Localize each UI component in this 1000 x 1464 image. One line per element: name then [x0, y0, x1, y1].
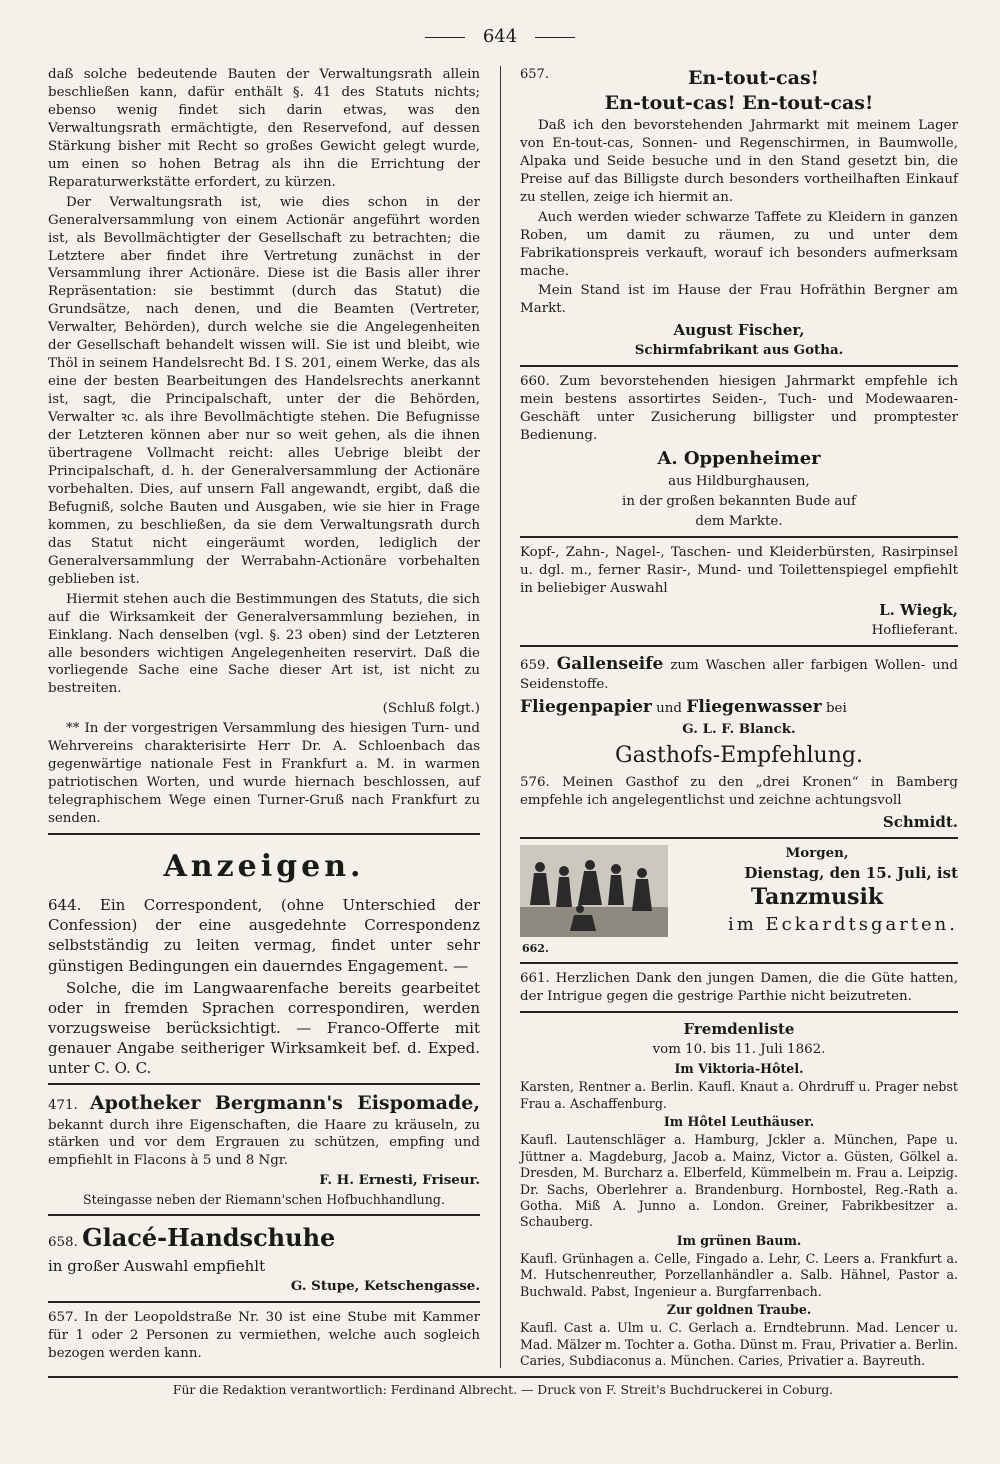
dancers-illustration [520, 845, 668, 937]
ad-471-address: Steingasse neben der Riemann'schen Hofbuchhandlung. [83, 1192, 445, 1208]
ad-rule [520, 1011, 958, 1013]
fremdenliste-title: Fremdenliste [683, 1019, 795, 1038]
header-rule-left [425, 37, 465, 38]
ad-659-signature: G. L. F. Blanck. [682, 720, 796, 737]
ad-576-signature: Schmidt. [882, 812, 958, 831]
ad-rule [48, 1214, 480, 1216]
left-column [48, 66, 480, 1365]
ad-660-text: 660. Zum bevorstehenden hiesigen Jahrmarkt empfehle ich mein bestens assortirtes Seiden-, Tuch- und Modewaaren-Geschäft unter Zusicherung billigster und promptester Bedienung. [520, 374, 958, 444]
ad-471 [48, 1091, 480, 1209]
hotel-heading: Im Hôtel Leuthäuser. [663, 1114, 815, 1130]
ad-659-title-2: Fliegenpapier [520, 696, 652, 717]
hotel-heading: Zur goldnen Traube. [666, 1302, 812, 1318]
ad-buersten-title: Hoflieferant. [871, 623, 958, 639]
ad-662-number: 662. [522, 942, 549, 956]
ad-658 [48, 1222, 480, 1296]
ad-rule [520, 536, 958, 538]
ad-662-tanzmusik [520, 845, 958, 957]
ad-rule [520, 837, 958, 839]
column-divider [500, 66, 501, 1368]
ad-657-paragraph: Mein Stand ist im Hause der Frau Hofräthin Bergner am Markt. [520, 283, 958, 317]
ad-657-signature: August Fischer, [673, 321, 805, 340]
article-paragraph: Der Verwaltungsrath ist, wie dies schon in der Generalversammlung von einem Actionär angeführt worden ist, als Bevollmächtigter der Gesellschaft zu betrachten; die Letztere aber findet ihre Vertretung zunächst in der Versammlung ihrer Actionäre. Diese ist die Basis aller ihrer Repräsentation: sie bestimmt (durch das Statut) die Grundsätze, nach denen, und die Beamten (Vertreter, Verwalter, Behörden), durch welche sie die Angelegenheiten der Gesellschaft behandelt wissen will. Sie ist und bleibt, wie Thöl in seinem Handelsrecht Bd. I S. 201, einem Werke, das als eine der besten Bearbeitungen des Handelsrechts anerkannt ist, sagt, die Principalschaft, unter der die Behörden, Verwalter ꝛc. als ihre Bevollmächtigte stehen. Die Befugnisse der Letzteren können aber nur so weit gehen, als die ihnen übertragene Vollmacht reicht: alles Uebrige bleibt der Principalschaft, d. h. der Generalversammlung der Actionäre vorbehalten. Dies, auf unsern Fall angewandt, ergibt, daß die Befugniß, solche Bauten und Ausgaben, wie sie hier in Frage kommen, zu beschließen, da sie dem Verwaltungsrath durch das Statut nicht eingeräumt worden, lediglich der Generalversammlung der Werrabahn-Actionäre vorbehalten geblieben ist. [48, 194, 480, 587]
ad-661-text: 661. Herzlichen Dank den jungen Damen, die die Güte hatten, der Intrigue gegen die gestrige Parthie nicht beizutreten. [520, 971, 958, 1004]
ad-471-text: bekannt durch ihre Eigenschaften, die Haare zu kräuseln, zu stärken und vor dem Ergrauen zu schützen, empfing und empfiehlt in Flacons à 5 und 8 Ngr. [48, 1117, 480, 1169]
ad-buersten-text: Kopf-, Zahn-, Nagel-, Taschen- und Kleiderbürsten, Rasirpinsel u. dgl. m., ferner Rasir-, Mund- und Toilettenspiegel empfiehlt in beliebiger Auswahl [520, 545, 958, 597]
ad-660-line: in der großen bekannten Bude auf [622, 494, 856, 510]
ad-rule [48, 1083, 480, 1085]
ad-657-paragraph: Daß ich den bevorstehenden Jahrmarkt mit meinem Lager von En-tout-cas, Sonnen- und Regenschirmen, in Baumwolle, Alpaka und Seide besuche und in den Stand gesetzt bin, die Preise auf das Billigste durch besonders vortheilhaften Einkauf zu stellen, zeige ich hiermit an. [520, 117, 958, 205]
hotel-heading: Im grünen Baum. [676, 1232, 802, 1248]
hotel-guests: Karsten, Rentner a. Berlin. Kaufl. Knaut a. Ohrdruff u. Prager nebst Frau a. Aschaffenburg. [520, 1079, 958, 1111]
article-paragraph: daß solche bedeutende Bauten der Verwaltungsrath allein beschließen kann, dafür enthält §. 41 des Statuts nichts; ebenso wenig findet sich darin etwas, was den Verwaltungsrath ermächtigte, den Reservefond, auf dessen Stärkung bisher mit Recht so großes Gewicht gelegt wurde, um einen so hohen Betrag als ihn die Errichtung der Reparaturwerkstätte erfordert, zu kürzen. [48, 67, 480, 190]
ad-657-title-1: En-tout-cas! [687, 67, 819, 89]
header-rule-right [535, 37, 575, 38]
ad-576-text: 576. Meinen Gasthof zu den „drei Kronen“ in Bamberg empfehle ich angelegentlichst und zeichne achtungsvoll [520, 775, 958, 808]
hotel-heading: Im Viktoria-Hôtel. [674, 1060, 804, 1076]
right-column [520, 66, 958, 1371]
article-continuation-note: (Schluß folgt.) [382, 701, 480, 717]
ad-rule [48, 1301, 480, 1303]
ad-rule [520, 645, 958, 647]
hotel-guests: Kaufl. Cast a. Ulm u. C. Gerlach a. Erndtebrunn. Mad. Lencer u. Mad. Mälzer m. Tochter a. Gotha. Dünst m. Frau, Privatier a. Berlin. Caries, Subdiaconus a. München. Caries, Privatier a. Bayreuth. [520, 1320, 958, 1369]
ad-660 [520, 373, 958, 531]
ad-576 [520, 741, 958, 832]
ad-660-line: aus Hildburghausen, [668, 474, 810, 490]
page-number: 644 [482, 26, 518, 47]
ad-buersten-signature: L. Wiegk, [879, 601, 958, 620]
ad-660-signature: A. Oppenheimer [657, 448, 821, 470]
ad-659-text-1: zum Waschen aller farbigen Wollen- und Seidenstoffe. [520, 658, 958, 692]
ad-659-bei: bei [825, 700, 847, 716]
anzeigen-heading: Anzeigen. [163, 849, 365, 885]
ad-659-title-3: Fliegenwasser [686, 696, 822, 717]
ad-644-text: 644. Ein Correspondent, (ohne Unterschied der Confession) der eine ausgedehnte Correspondenz selbstständig zu leiten vermag, findet unter sehr günstigen Bedingungen ein dauerndes Engagement. — [48, 896, 480, 975]
ad-657-number: 657. [520, 67, 549, 82]
ad-471-title: Apotheker Bergmann's Eispomade, [89, 1092, 480, 1115]
ad-657-title-2: En-tout-cas! En-tout-cas! [604, 92, 874, 115]
ad-658-number: 658. [48, 1234, 78, 1250]
ad-rule [520, 365, 958, 367]
tanz-line-4: im Eckardtsgarten. [727, 913, 958, 935]
ad-658-text: in großer Auswahl empfiehlt [48, 1256, 266, 1275]
ad-658-signature: G. Stupe, Ketschengasse. [290, 1277, 480, 1294]
ad-576-title: Gasthofs-Empfehlung. [615, 742, 863, 768]
article-paragraph: Hiermit stehen auch die Bestimmungen des Statuts, die sich auf die Wirksamkeit der Generalversammlung beziehen, in Einklang. Nach denselben (vgl. §. 23 oben) sind der Letzteren alle besonders wichtigen Angelegenheiten reservirt. Daß die vorliegende Sache eine Sache dieser Art ist, ist nicht zu bestreiten. [48, 591, 480, 697]
ad-657 [520, 66, 958, 360]
turner-note: ** In der vorgestrigen Versammlung des hiesigen Turn- und Wehrvereins charakterisirte Herr Dr. A. Schloenbach das gegenwärtige nationale Fest in Frankfurt a. M. in warmen patriotischen Worten, und wurde hiernach beschlossen, auf telegraphischem Wege einen Turner-Gruß nach Frankfurt zu senden. [48, 721, 480, 827]
ad-658-title: Glacé-Handschuhe [82, 1222, 336, 1252]
tanzmusik-text [676, 845, 958, 937]
ad-644-text-2: Solche, die im Langwaarenfache bereits gearbeitet oder in fremden Sprachen correspondiren, werden vorzugsweise berücksichtigt. — Franco-Offerte mit genauer Angabe seitheriger Wirksamkeit bef. d. Exped. unter C. O. C. [48, 978, 480, 1077]
fremdenliste-date: vom 10. bis 11. Juli 1862. [652, 1042, 826, 1058]
ad-rule [520, 962, 958, 964]
tanz-line-3: Tanzmusik [750, 884, 884, 911]
ad-buersten [520, 544, 958, 640]
ad-657-signature-title: Schirmfabrikant aus Gotha. [634, 342, 844, 359]
hotel-guests: Kaufl. Grünhagen a. Celle, Fingado a. Lehr, C. Leers a. Frankfurt a. M. Hutschenreuther, Porzellanhändler a. Salb. Hähnel, Pastor a. Buchwald. Pabst, Ingenieur a. Burgfarrenbach. [520, 1250, 958, 1299]
ad-657-paragraph: Auch werden wieder schwarze Taffete zu Kleidern in ganzen Roben, um damit zu räumen, zu und unter dem Fabrikationspreis verkauft, worauf ich besonders aufmerksam mache. [520, 209, 958, 279]
page-header [0, 26, 1000, 47]
ad-659-and: und [656, 700, 682, 716]
ad-471-number: 471. [48, 1098, 78, 1114]
tanz-line-1: Morgen, [785, 845, 849, 862]
ad-659-number: 659. [520, 658, 550, 674]
ad-659-title-1: Gallenseife [556, 654, 664, 675]
ad-659 [520, 653, 958, 738]
ad-471-signature: F. H. Ernesti, Friseur. [319, 1172, 480, 1189]
ad-657-room: 657. In der Leopoldstraße Nr. 30 ist eine Stube mit Kammer für 1 oder 2 Personen zu vermiethen, welche auch sogleich bezogen werden kann. [48, 1309, 480, 1361]
imprint-footer: Für die Redaktion verantwortlich: Ferdinand Albrecht. — Druck von F. Streit's Buchdruckerei in Coburg. [48, 1376, 958, 1397]
hotel-guests: Kaufl. Lautenschläger a. Hamburg, Jckler a. München, Pape u. Jüttner a. Magdeburg, Jacob a. Mainz, Victor a. Güsten, Gölkel a. Dresden, M. Burcharz a. Elberfeld, Kümmelbein m. Frau a. Leipzig. Dr. Sachs, Oberlehrer a. Brandenburg. Hornbostel, Reg.-Rath a. Gotha. Miß A. Junno a. London. Greiner, Fabrikbesitzer a. Schauberg. [520, 1132, 958, 1230]
tanz-line-2: Dienstag, den 15. Juli, ist [744, 863, 958, 882]
fremdenliste [520, 1019, 958, 1370]
section-rule [48, 833, 480, 835]
ad-660-line: dem Markte. [695, 514, 783, 530]
